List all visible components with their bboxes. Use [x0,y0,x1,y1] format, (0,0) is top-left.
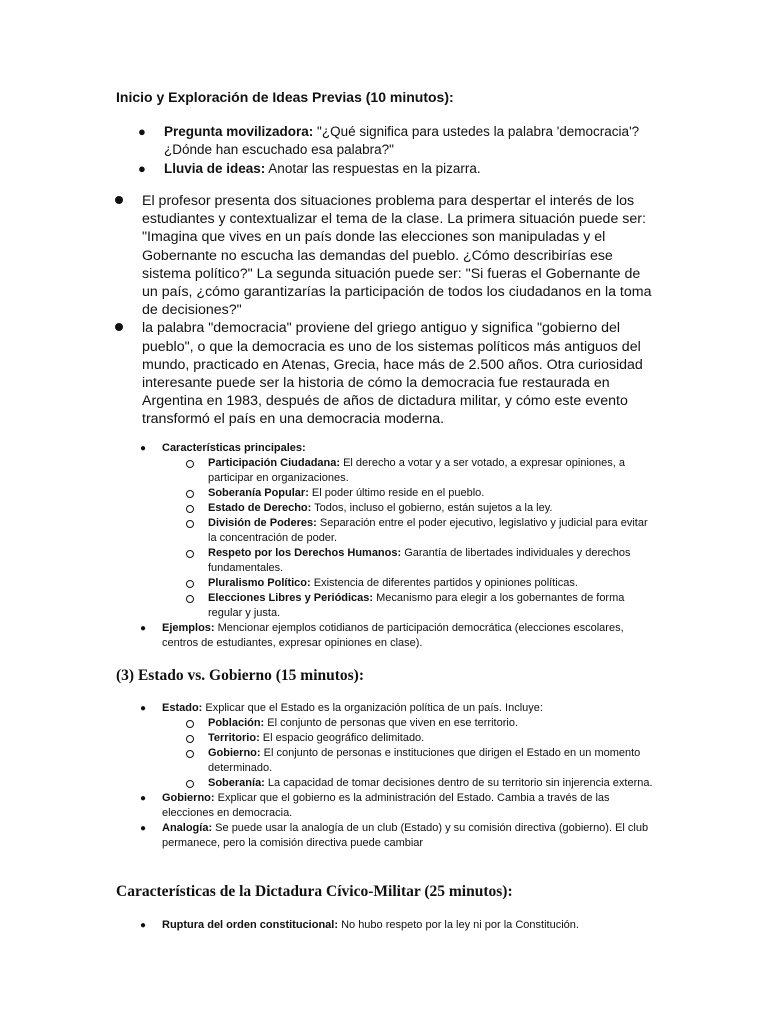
list-item: ● Gobierno: Explicar que el gobierno es la administración del Estado. Cambia a través de las elecciones en democracia. [140,792,610,819]
circle-bullet-icon [186,595,194,603]
paragraph-democracia-origen: la palabra "democracia" proviene del griego antiguo y significa "gobierno del pueblo", o que la democracia es uno de los sistemas políticos más antiguos del mundo, practicado en Atenas, Grecia, hace más de 2.500 años. Otra curiosidad interesante puede ser la historia de cómo la democracia fue restaurada en Argentina en 1983, después de años de dictadura militar, y cómo este evento transformó el país en una democracia moderna. [0,319,654,428]
bullet-icon: ● [140,443,147,454]
list-item: Elecciones Libres y Periódicas: Mecanismo para elegir a los gobernantes de forma regular y justa. [0,591,658,621]
circle-bullet-icon [186,460,194,468]
section-heading-dictadura: Características de la Dictadura Cívico-Militar (25 minutos): [116,883,513,900]
bullet-icon: ● [140,703,147,714]
paragraph-situaciones: El profesor presenta dos situaciones problema para despertar el interés de los estudiantes y contextualizar el tema de la clase. La primera situación puede ser: "Imagina que vives en un país donde las elecciones son manipuladas y el Gobernante no escucha las demandas del pueblo. ¿Cómo describirías ese sistema político?" La segunda situación puede ser: "Si fueras el Gobernante de un país, ¿cómo garantizarías la participación de todos los ciudadanos en la toma de decisiones?" [0,192,654,319]
paragraph-list [0,192,768,429]
list-item: ● Ruptura del orden constitucional: No hubo respeto por la ley ni por la Constitución. [140,919,579,931]
list-item: ● Ejemplos: Mencionar ejemplos cotidianos de participación democrática (elecciones escolares, centros de estudiantes, expresar opiniones en clase). [140,622,624,649]
circle-bullet-icon [186,550,194,558]
bullet-icon [115,323,123,331]
circle-bullet-icon [186,750,194,758]
list-item: Población: El conjunto de personas que viven en ese territorio. [0,716,658,731]
bullet-icon: ● [140,623,147,634]
list-item: Pluralismo Político: Existencia de diferentes partidos y opiniones políticas. [0,576,658,591]
list-item: División de Poderes: Separación entre el poder ejecutivo, legislativo y judicial para evitar la concentración de poder. [0,516,658,546]
circle-bullet-icon [186,720,194,728]
section-heading-estado-gobierno: (3) Estado vs. Gobierno (15 minutos): [116,667,365,684]
list-item: Estado de Derecho: Todos, incluso el gobierno, están sujetos a la ley. [0,501,658,516]
circle-bullet-icon [186,490,194,498]
list-item: ● Analogía: Se puede usar la analogía de un club (Estado) y su comisión directiva (gobierno). El club permanece, pero la comisión directiva puede cambiar [140,822,649,849]
bullet-icon: ● [140,823,147,834]
list-item: Territorio: El espacio geográfico delimitado. [0,731,658,746]
list-item: ● Características principales: [140,442,306,454]
circle-bullet-icon [186,780,194,788]
estado-gobierno-list [0,701,768,851]
bullet-icon [115,196,123,204]
characteristics-list [0,441,768,651]
bullet-icon: ● [140,920,147,931]
bullet-icon: ● [138,124,146,139]
section-heading-inicio: Inicio y Exploración de Ideas Previas (10 minutos): [116,89,454,105]
list-item: ● Pregunta movilizadora: "¿Qué significa para ustedes la palabra 'democracia'? ¿Dónde han escuchado esa palabra?" [138,124,640,157]
list-item: Gobierno: El conjunto de personas e instituciones que dirigen el Estado en un momento determinado. [0,746,658,776]
bullet-icon: ● [138,161,146,176]
list-item: Soberanía Popular: El poder último reside en el pueblo. [0,486,658,501]
inicio-bullet-list [0,123,768,178]
circle-bullet-icon [186,580,194,588]
circle-bullet-icon [186,520,194,528]
list-item: Participación Ciudadana: El derecho a votar y a ser votado, a expresar opiniones, a participar en organizaciones. [0,456,658,486]
list-item: Soberanía: La capacidad de tomar decisiones dentro de su territorio sin injerencia externa. [0,776,658,791]
list-item: Respeto por los Derechos Humanos: Garantía de libertades individuales y derechos fundamentales. [0,546,658,576]
dictadura-list [0,918,768,933]
list-item: ● Lluvia de ideas: Anotar las respuestas en la pizarra. [138,161,481,176]
bullet-icon: ● [140,793,147,804]
list-item: ● Estado: Explicar que el Estado es la organización política de un país. Incluye: [140,702,543,714]
circle-bullet-icon [186,505,194,513]
circle-bullet-icon [186,735,194,743]
